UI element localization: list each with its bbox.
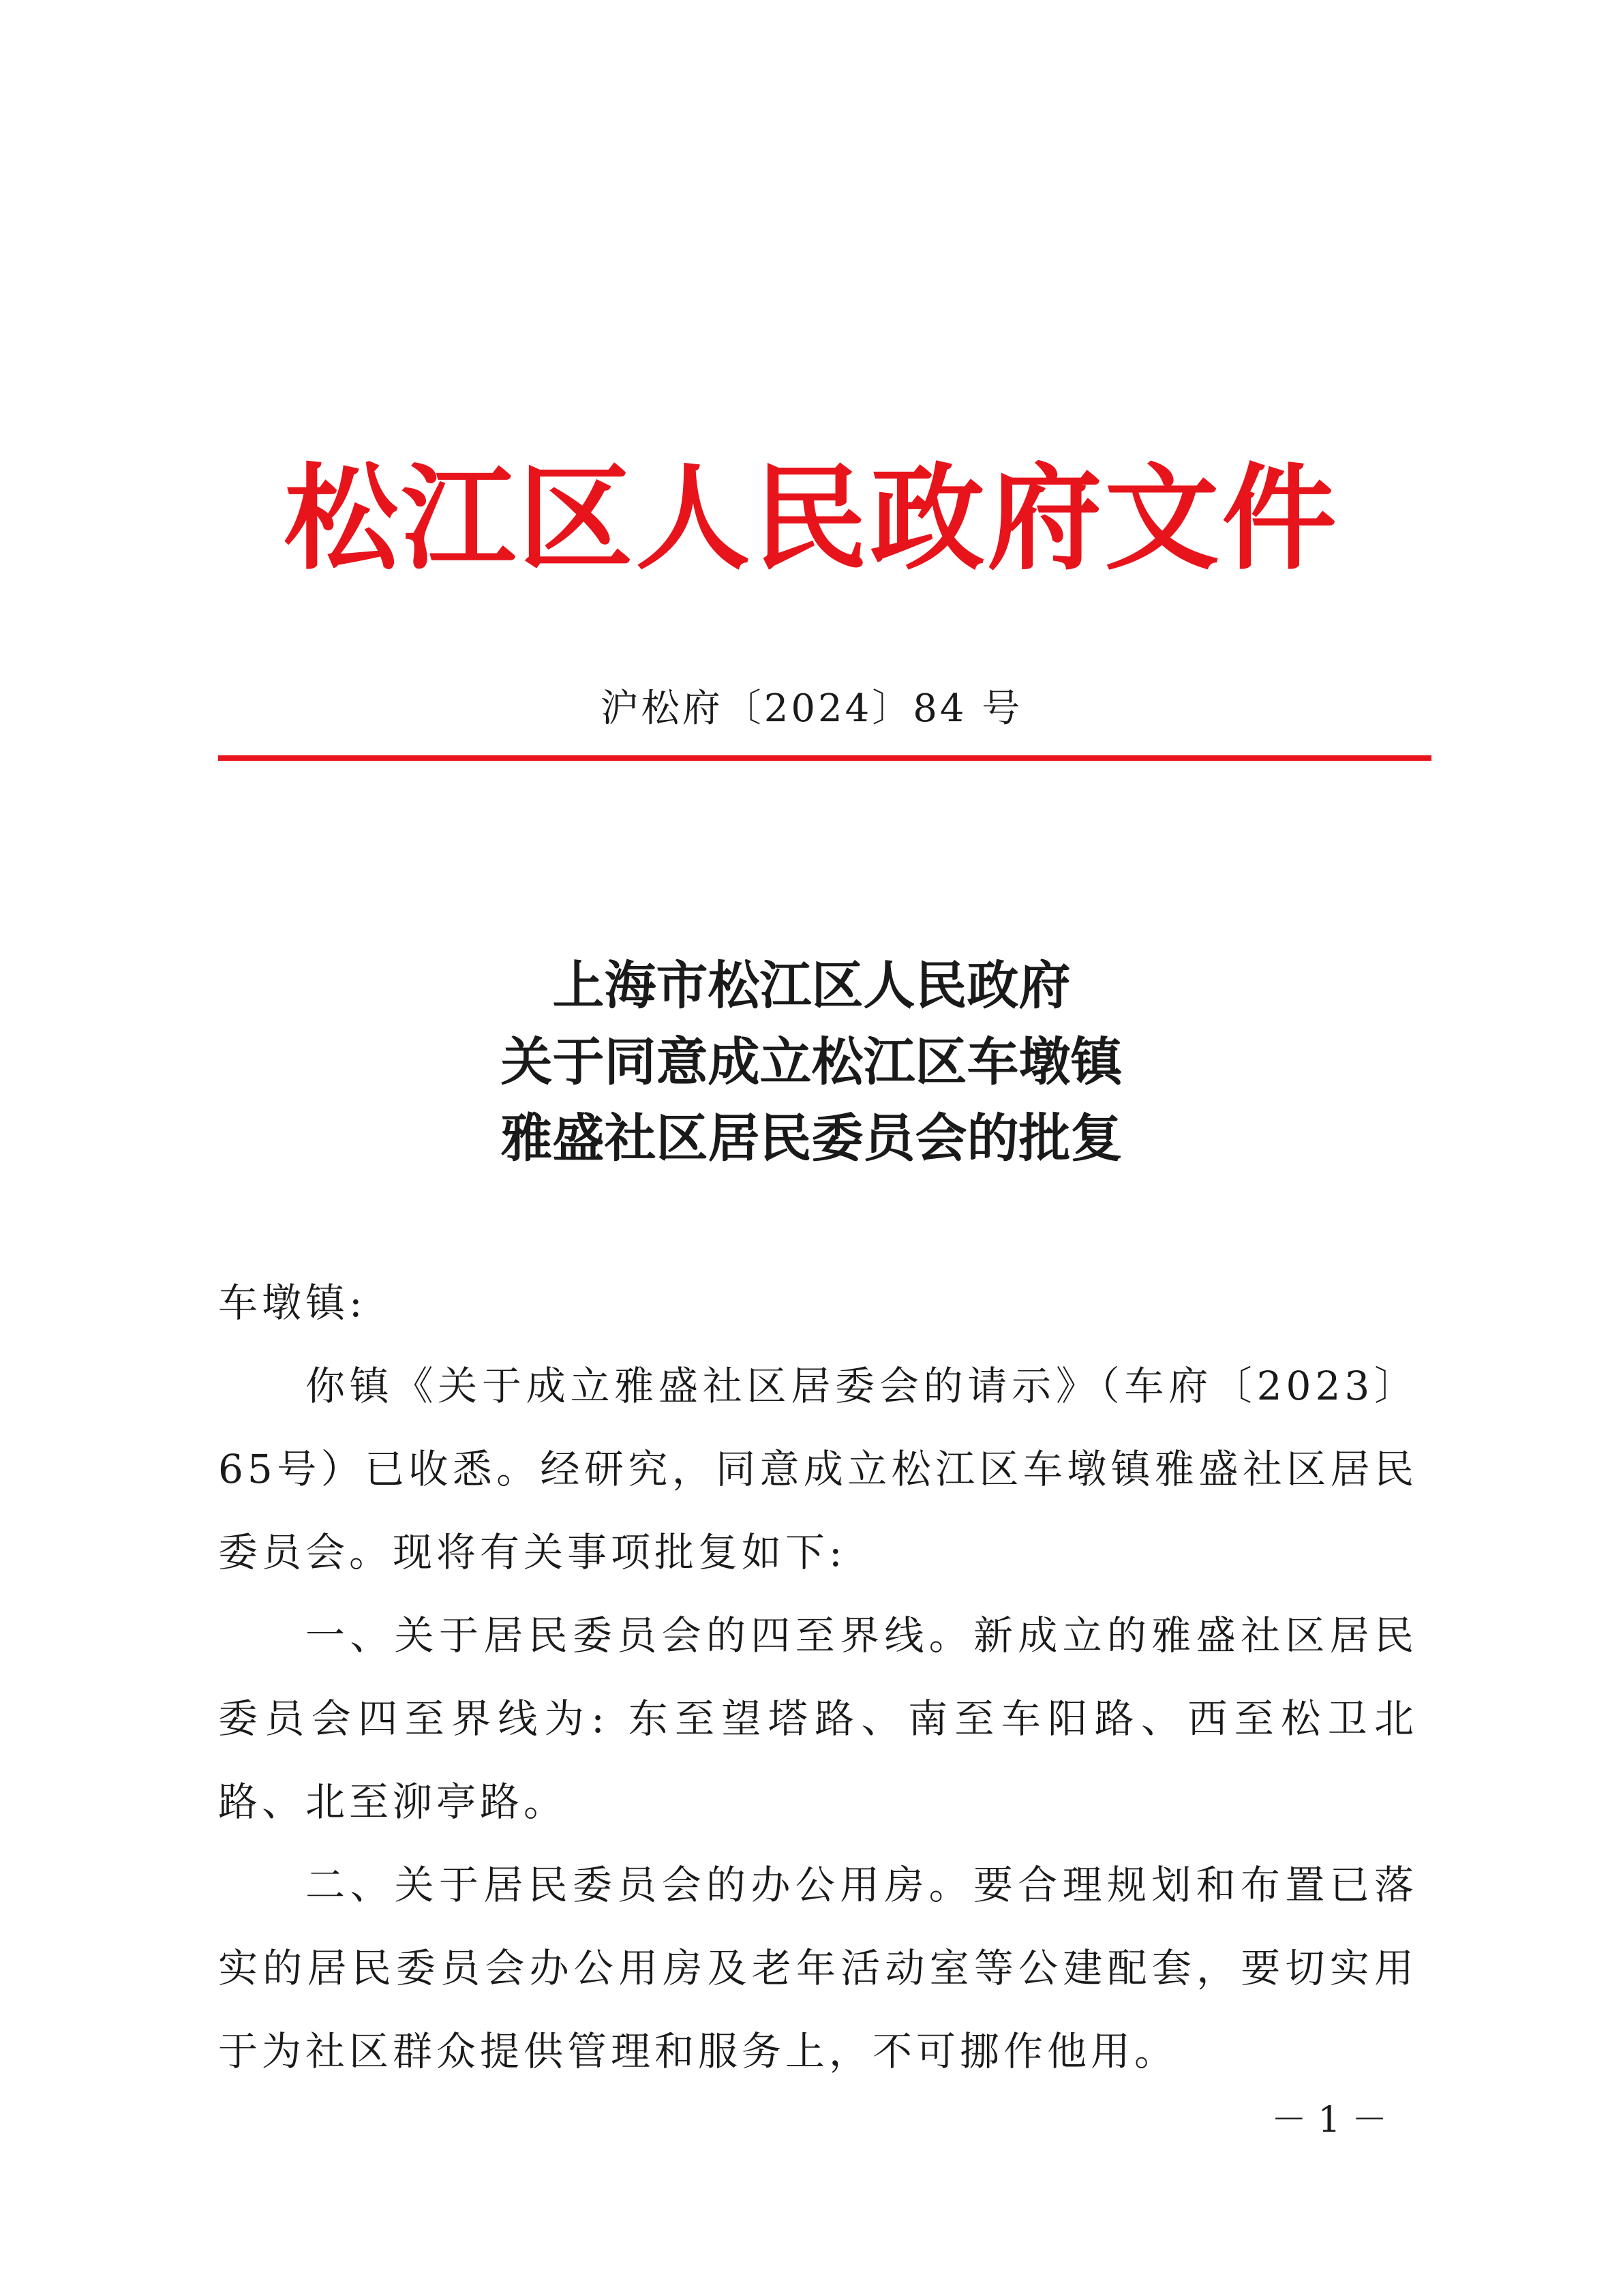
title-line-2: 关于同意成立松江区车墩镇	[500, 1031, 1123, 1092]
document-number: 沪松府〔2024〕84 号	[600, 686, 1023, 731]
document-title	[0, 948, 1623, 1177]
title-line-1: 上海市松江区人民政府	[552, 955, 1071, 1016]
red-divider-line	[218, 755, 1431, 761]
document-body	[218, 1261, 1418, 2093]
body-paragraph-3: 二、关于居民委员会的办公用房。要合理规划和布置已落实的居民委员会办公用房及老年活动室等公建配套，要切实用于为社区群众提供管理和服务上，不可挪作他用。	[218, 1862, 1418, 2074]
page-number: － 1 －	[1271, 2100, 1388, 2141]
body-paragraph-1: 你镇《关于成立雅盛社区居委会的请示》（车府〔2023〕65号）已收悉。经研究，同意成立松江区车墩镇雅盛社区居民委员会。现将有关事项批复如下:	[218, 1363, 1418, 1575]
salutation: 车墩镇:	[218, 1280, 367, 1326]
issuer-banner: 松江区人民政府文件	[284, 451, 1339, 586]
body-paragraph-2: 一、关于居民委员会的四至界线。新成立的雅盛社区居民委员会四至界线为: 东至望塔路、南至车阳路、西至松卫北路、北至泖亭路。	[218, 1612, 1418, 1825]
title-line-3: 雅盛社区居民委员会的批复	[500, 1108, 1123, 1168]
